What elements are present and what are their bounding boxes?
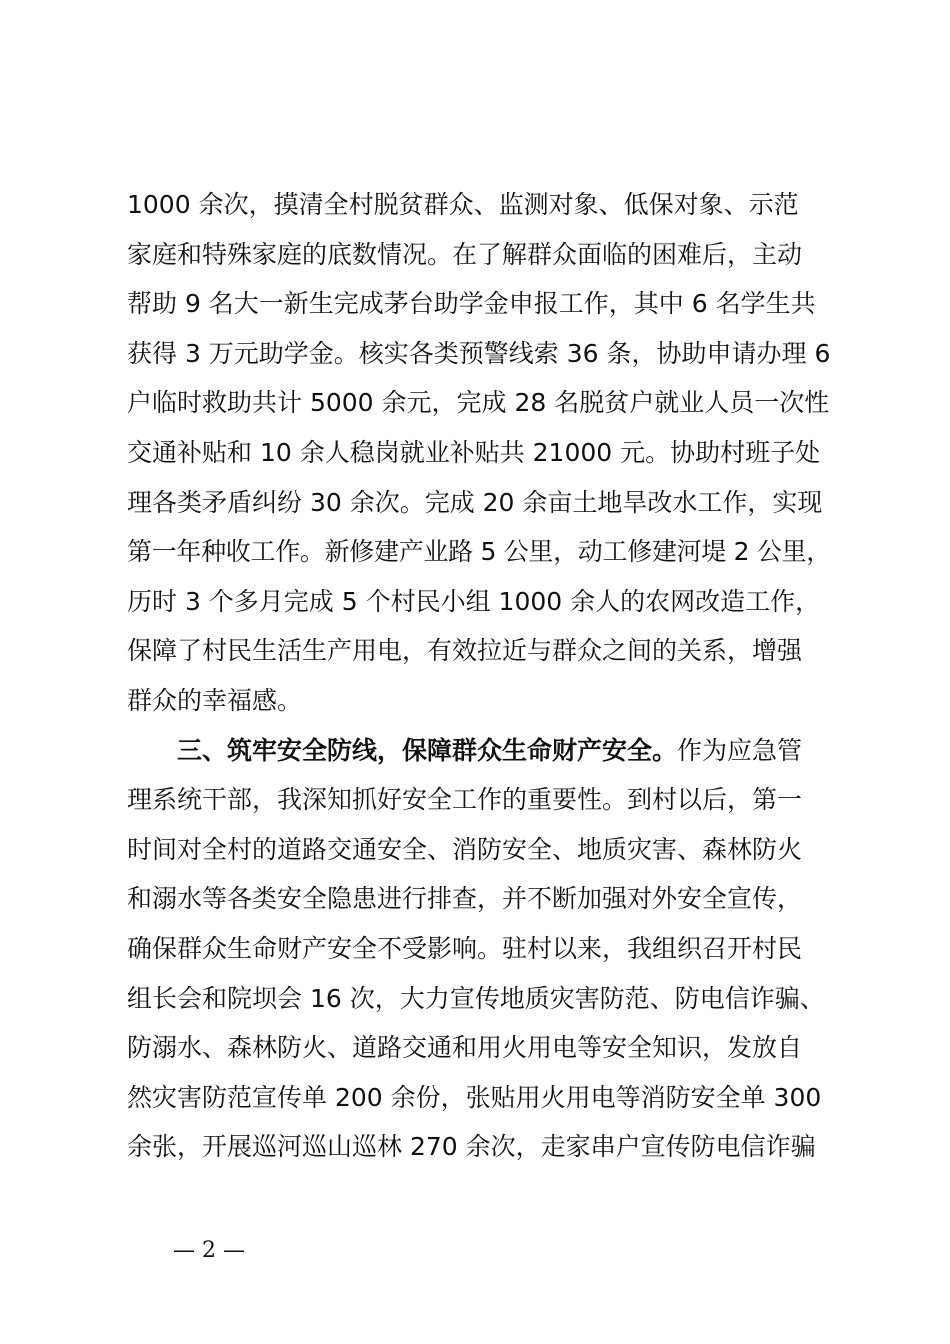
paragraph-line: 群众的幸福感。 [127, 685, 303, 715]
section-heading: 三、筑牢安全防线，保障群众生命财产安全。 [177, 735, 678, 765]
paragraph-line: 获得 3 万元助学金。核实各类预警线索 36 条，协助申请办理 6 [127, 338, 831, 368]
section-heading-continuation: 作为应急管 [677, 735, 803, 765]
paragraph-line: 帮助 9 名大一新生完成茅台助学金申报工作，其中 6 名学生共 [127, 289, 816, 319]
page-number: — 2 — [173, 1238, 245, 1263]
paragraph-line: 户临时救助共计 5000 余元，完成 28 名脱贫户就业人员一次性 [127, 388, 830, 418]
paragraph-line: 然灾害防范宣传单 200 余份，张贴用火用电等消防安全单 300 [127, 1082, 822, 1112]
paragraph-line: 余张，开展巡河巡山巡林 270 余次，走家串户宣传防电信诈骗 [127, 1132, 816, 1162]
paragraph-line: 家庭和特殊家庭的底数情况。在了解群众面临的困难后，主动 [127, 239, 803, 269]
body-text [127, 180, 832, 1172]
paragraph-line: 交通补贴和 10 余人稳岗就业补贴共 21000 元。协助村班子处 [127, 437, 821, 467]
paragraph-line: 历时 3 个多月完成 5 个村民小组 1000 余人的农网改造工作， [127, 586, 821, 616]
paragraph-line: 和溺水等各类安全隐患进行排查，并不断加强对外安全宣传， [127, 884, 803, 914]
paragraph-line: 确保群众生命财产安全不受影响。驻村以来，我组织召开村民 [127, 933, 803, 963]
paragraph-line: 保障了村民生活生产用电，有效拉近与群众之间的关系，增强 [127, 636, 803, 666]
paragraph-line: 理系统干部，我深知抓好安全工作的重要性。到村以后，第一 [127, 785, 803, 815]
paragraph-line: 防溺水、森林防火、道路交通和用火用电等安全知识，发放自 [127, 1033, 803, 1063]
paragraph-line: 时间对全村的道路交通安全、消防安全、地质灾害、森林防火 [127, 834, 803, 864]
section-heading-line [127, 726, 832, 776]
paragraph-line: 1000 余次，摸清全村脱贫群众、监测对象、低保对象、示范 [127, 190, 799, 219]
paragraph-line: 组长会和院坝会 16 次，大力宣传地质灾害防范、防电信诈骗、 [127, 983, 825, 1013]
paragraph-line: 第一年种收工作。新修建产业路 5 公里，动工修建河堤 2 公里， [127, 537, 832, 567]
paragraph-line: 理各类矛盾纠纷 30 余次。完成 20 余亩土地旱改水工作，实现 [127, 487, 823, 517]
